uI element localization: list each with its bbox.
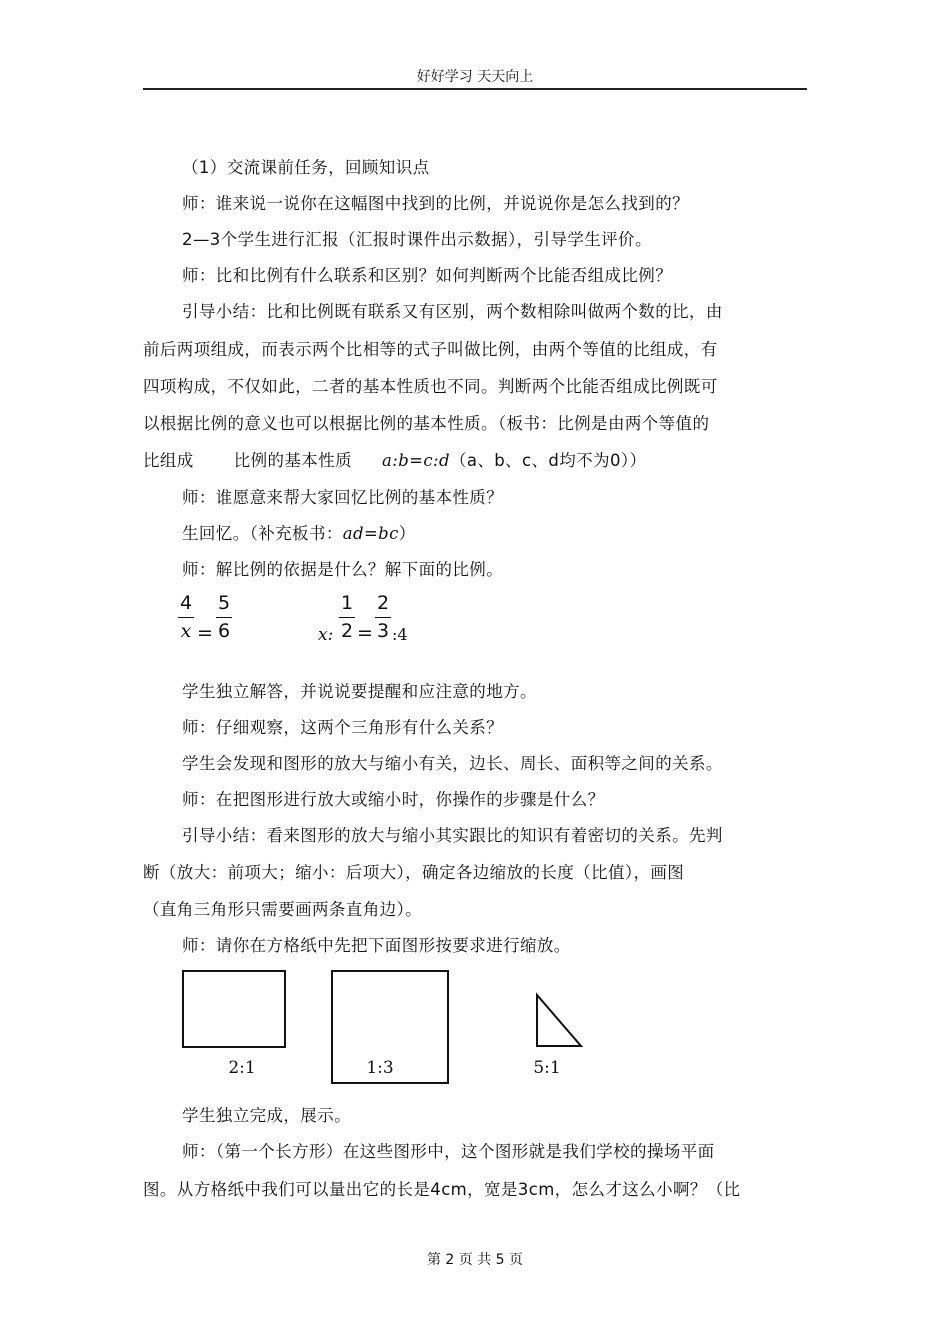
- summary-line-5-d: （a、b、c、d均不为0））: [449, 451, 647, 470]
- paragraph-solve: 学生独立解答，并说说要提醒和应注意的地方。: [182, 682, 537, 701]
- summary-line-5-b: 比例的基本性质: [233, 451, 353, 470]
- recall-text: 生回忆。（补充板书：: [182, 524, 343, 543]
- paragraph-teacher-q7-line-2: 图。从方格纸中我们可以量出它的长是4cm，宽是3cm，怎么才这么小啊？（比: [143, 1180, 741, 1199]
- paragraph-teacher-q3: 师：谁愿意来帮大家回忆比例的基本性质？: [182, 488, 504, 507]
- ratio-formula: a:b=c:d: [382, 451, 450, 470]
- summary-line-5-a: 比组成: [143, 451, 194, 470]
- paragraph-teacher-q1: 师：谁来说一说你在这幅图中找到的比例，并说说你是怎么找到的？: [182, 194, 689, 213]
- eq1-denominator-1: x: [180, 620, 192, 642]
- property-formula: ad=bc: [342, 524, 399, 543]
- right-triangle-figure: [530, 992, 586, 1050]
- summary-line-5: [143, 449, 646, 473]
- summary-line-1: 引导小结：比和比例既有联系又有区别，两个数相除叫做两个数的比，由: [182, 302, 723, 321]
- square-ratio-label: 1:3: [366, 1058, 394, 1078]
- paragraph-report: 2—3个学生进行汇报（汇报时课件出示数据），引导学生评价。: [182, 230, 652, 249]
- paragraph-task: （1）交流课前任务，回顾知识点: [182, 158, 430, 177]
- eq2-numerator-2: 2: [376, 592, 390, 614]
- eq1-fraction-bar-2: [216, 617, 232, 618]
- paragraph-instruction: 师：请你在方格纸中先把下面图形按要求进行缩放。: [182, 936, 571, 955]
- eq1-numerator-2: 5: [217, 592, 231, 614]
- eq1-fraction-bar-1: [178, 617, 194, 618]
- page-footer: 第 2 页 共 5 页: [426, 1252, 524, 1268]
- paragraph-teacher-q7-line-1: 师：（第一个长方形）在这些图形中，这个图形就是我们学校的操场平面: [182, 1142, 715, 1161]
- eq2-numerator-1: 1: [340, 592, 354, 614]
- eq2-lead: x:: [318, 625, 334, 645]
- header-rule: [143, 88, 807, 90]
- paragraph-student-recall: [182, 522, 416, 546]
- eq1-denominator-2: 6: [217, 620, 231, 642]
- eq2-fraction-bar-1: [339, 617, 355, 618]
- summary-line-2: 前后两项组成，而表示两个比相等的式子叫做比例，由两个等值的比组成，有: [143, 340, 718, 359]
- eq1-numerator-1: 4: [179, 592, 193, 614]
- paragraph-teacher-q4: 师：解比例的依据是什么？解下面的比例。: [182, 560, 504, 579]
- eq2-fraction-bar-2: [375, 617, 391, 618]
- rectangle-figure: [182, 970, 286, 1048]
- paragraph-teacher-q2: 师：比和比例有什么联系和区别？如何判断两个比能否组成比例？: [182, 266, 673, 285]
- eq2-denominator-1: 2: [340, 620, 354, 642]
- summary-line-3: 四项构成，不仅如此，二者的基本性质也不同。判断两个比能否组成比例既可: [143, 377, 718, 396]
- eq1-equals: =: [197, 622, 213, 644]
- page-header: 好好学习 天天向上: [416, 69, 534, 85]
- summary2-line-2: 断（放大：前项大；缩小：后项大），确定各边缩放的长度（比值），画图: [143, 863, 685, 882]
- summary-line-4: 以根据比例的意义也可以根据比例的基本性质。（板书：比例是由两个等值的: [143, 414, 710, 433]
- paragraph-show: 学生独立完成，展示。: [182, 1106, 351, 1125]
- summary2-line-3: （直角三角形只需要画两条直角边）。: [143, 900, 423, 919]
- triangle-ratio-label: 5:1: [533, 1058, 561, 1078]
- recall-close: ）: [398, 524, 416, 543]
- eq2-denominator-2: 3: [376, 620, 390, 642]
- paragraph-discover: 学生会发现和图形的放大与缩小有关，边长、周长、面积等之间的关系。: [182, 754, 723, 773]
- paragraph-teacher-q5: 师：仔细观察，这两个三角形有什么关系？: [182, 718, 504, 737]
- rectangle-ratio-label: 2:1: [228, 1058, 256, 1078]
- eq2-equals: =: [357, 622, 373, 644]
- eq2-tail: :4: [392, 625, 408, 644]
- summary2-line-1: 引导小结：看来图形的放大与缩小其实跟比的知识有着密切的关系。先判: [182, 826, 723, 845]
- paragraph-teacher-q6: 师：在把图形进行放大或缩小时，你操作的步骤是什么？: [182, 790, 605, 809]
